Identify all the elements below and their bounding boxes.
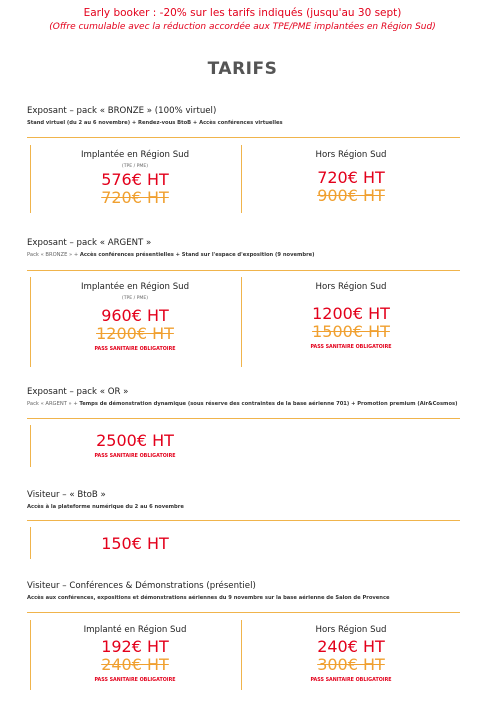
visitor-conferences-region-sud [30,625,240,683]
pack-bronze-hors-region [246,150,456,205]
price: 2500€ HT [96,431,174,450]
pack-bronze-header [27,106,460,126]
original-price: 900€ HT [317,186,385,205]
pack-description-text: Temps de démonstration dynamique (sous réserve des contraintes de la base aérienne 701) + Promotion premium (Air&Cosmos) [79,401,458,407]
discounted-price: 240€ HT [317,637,385,656]
column-heading: Implanté en Région Sud [83,625,187,635]
cumulative-offer-note: (Offre cumulable avec la réduction accordée aux TPE/PME implantées en Région Sud) [49,22,436,32]
column-border [241,277,242,367]
early-booker-notice: Early booker : -20% sur les tarifs indiqués (jusqu'au 30 sept) [83,7,402,19]
sanitary-pass-note: PASS SANITAIRE OBLIGATOIRE [310,678,392,683]
original-price: 720€ HT [101,188,169,207]
column-border [241,620,242,690]
pack-title: Visiteur – « BtoB » [27,490,106,500]
sanitary-pass-note: PASS SANITAIRE OBLIGATOIRE [94,347,176,352]
column-subheading: (TPE / PME) [121,296,149,301]
price: 150€ HT [101,534,169,553]
column-heading: Hors Région Sud [315,150,387,160]
pack-title: Exposant – pack « OR » [27,387,129,397]
visitor-conferences-hors-region [246,625,456,683]
original-price: 240€ HT [101,655,169,674]
pack-description: Accès à la plateforme numérique du 2 au 6 novembre [27,504,184,510]
section-divider [27,612,460,613]
page-title: TARIFS [207,59,278,79]
pack-description: Stand virtuel (du 2 au 6 novembre) + Rendez-vous BtoB + Accès conférences virtuelles [27,120,283,126]
discounted-price: 960€ HT [101,306,169,325]
visitor-conferences-header [27,581,460,601]
discounted-price: 1200€ HT [312,304,390,323]
sanitary-pass-note: PASS SANITAIRE OBLIGATOIRE [94,454,176,459]
column-border [241,145,242,213]
section-divider [27,418,460,419]
visitor-btob-header [27,490,460,510]
pack-title: Visiteur – Conférences & Démonstrations (présentiel) [27,581,256,591]
pack-or-header [27,387,460,407]
section-divider [27,270,460,271]
pack-description-prefix: Pack « BRONZE » + [27,252,80,258]
discounted-price: 192€ HT [101,637,169,656]
sanitary-pass-note: PASS SANITAIRE OBLIGATOIRE [310,345,392,350]
pack-bronze-region-sud [30,150,240,207]
pack-argent-header [27,238,460,258]
pack-description [27,401,460,407]
pack-description [27,252,460,258]
discounted-price: 576€ HT [101,170,169,189]
pack-description-text: Accès conférences présentielles + Stand sur l'espace d'exposition (9 novembre) [79,252,315,258]
pack-or-price [30,430,240,459]
pack-title: Exposant – pack « BRONZE » (100% virtuel) [27,106,217,116]
section-divider [27,137,460,138]
pack-title: Exposant – pack « ARGENT » [27,238,152,248]
original-price: 1500€ HT [312,322,390,341]
pack-description-prefix: Pack « ARGENT » + [27,401,80,407]
pack-argent-hors-region [246,282,456,350]
discounted-price: 720€ HT [317,168,385,187]
pack-argent-region-sud [30,282,240,352]
column-heading: Implantée en Région Sud [80,150,190,160]
sanitary-pass-note: PASS SANITAIRE OBLIGATOIRE [94,678,176,683]
column-heading: Hors Région Sud [315,625,387,635]
section-divider [27,520,460,521]
column-subheading: (TPE / PME) [121,164,149,169]
column-heading: Implantée en Région Sud [80,282,190,292]
pack-description: Accès aux conférences, expositions et démonstrations aériennes du 9 novembre sur la base aérienne de Salon de Provence [27,595,390,601]
original-price: 1200€ HT [96,324,174,343]
column-heading: Hors Région Sud [315,282,387,292]
visitor-btob-price [30,533,240,553]
original-price: 300€ HT [317,655,385,674]
